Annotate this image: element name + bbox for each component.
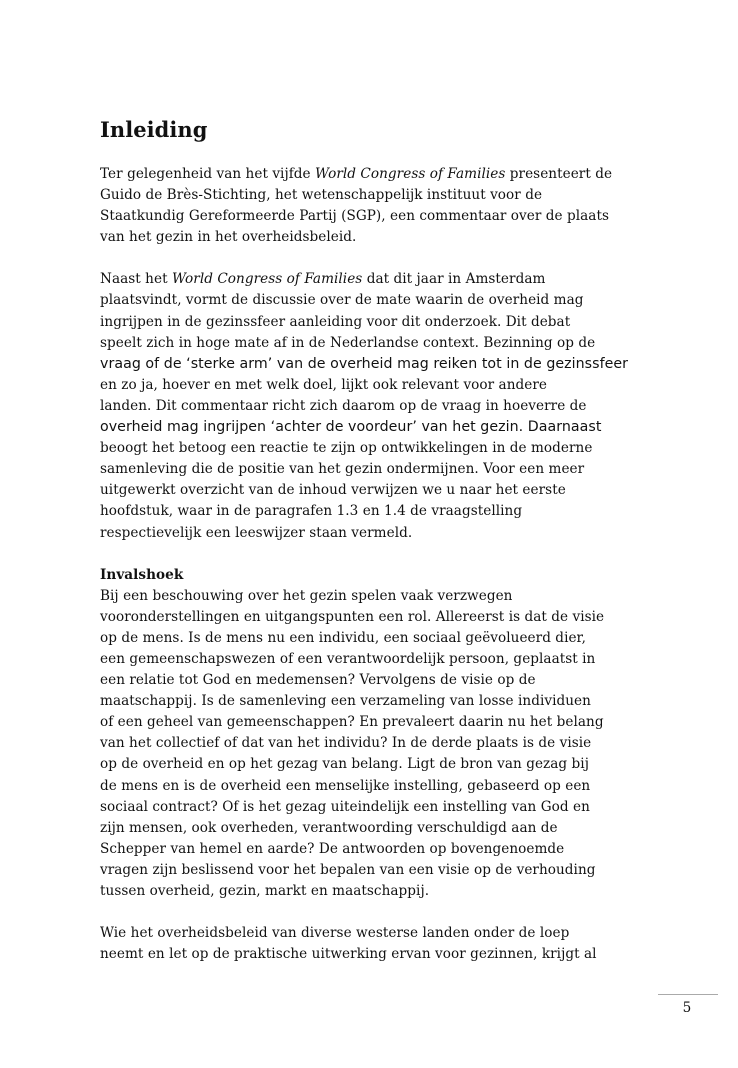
context-paragraph (100, 269, 648, 543)
closing-paragraph (100, 923, 648, 965)
text-run: presenteert de (505, 166, 613, 182)
text-line: Schepper van hemel en aarde? De antwoorden op bovengenoemde (100, 840, 565, 857)
text-line: en zo ja, hoever en met welk doel, lijkt ook relevant voor andere (100, 376, 548, 393)
page-number: 5 (682, 1000, 692, 1016)
text-line: landen. Dit commentaar richt zich daarom op de vraag in hoeverre de (100, 397, 587, 414)
section-heading: Invalshoek (100, 566, 184, 583)
text-line: beoogt het betoog een reactie te zijn op ontwikkelingen in de moderne (100, 440, 593, 457)
text-line: samenleving die de positie van het gezin ondermijnen. Voor een meer (100, 461, 585, 478)
page-title: Inleiding (100, 117, 208, 142)
text-line: een relatie tot God en medemensen? Vervolgens de visie op de (100, 672, 536, 689)
text-line: plaatsvindt, vormt de discussie over de mate waarin de overheid mag (100, 292, 584, 309)
text-line: maatschappij. Is de samenleving een verzameling van losse individuen (100, 693, 591, 710)
text-line: Guido de Brès-Stichting, het wetenschappelijk instituut voor de (100, 187, 543, 204)
text-line: vragen zijn beslissend voor het bepalen van een visie op de verhouding (100, 861, 596, 878)
invalshoek-section (100, 565, 648, 903)
text-line (100, 164, 648, 185)
text-line: de mens en is de overheid een menselijke instelling, gebaseerd op een (100, 777, 591, 794)
text-line: neemt en let op de praktische uitwerking ervan voor gezinnen, krijgt al (100, 946, 597, 963)
text-line: tussen overheid, gezin, markt en maatschappij. (100, 883, 430, 899)
text-line: van het collectief of dat van het individu? In de derde plaats is de visie (100, 735, 592, 752)
text-run: Ter gelegenheid van het vijfde (100, 166, 316, 182)
text-run: Naast het (100, 271, 172, 288)
text-line: overheid mag ingrijpen ‘achter de voordeur’ van het gezin. Daarnaast (100, 419, 602, 436)
text-line (100, 269, 648, 290)
footer-divider (658, 994, 718, 995)
text-line: of een geheel van gemeenschappen? En prevaleert daarin nu het belang (100, 714, 604, 731)
text-line: van het gezin in het overheidsbeleid. (100, 229, 357, 246)
text-line: vooronderstellingen en uitgangspunten een rol. Allereerst is dat de visie (100, 608, 605, 625)
text-line: respectievelijk een leeswijzer staan vermeld. (100, 524, 413, 541)
text-line: ingrijpen in de gezinssfeer aanleiding voor dit onderzoek. Dit debat (100, 313, 571, 330)
text-run: dat dit jaar in Amsterdam (362, 271, 546, 288)
text-line: op de overheid en op het gezag van belang. Ligt de bron van gezag bij (100, 756, 589, 773)
text-line: hoofdstuk, waar in de paragrafen 1.3 en 1.4 de vraagstelling (100, 503, 523, 520)
text-line: uitgewerkt overzicht van de inhoud verwijzen we u naar het eerste (100, 482, 566, 499)
text-line: Staatkundig Gereformeerde Partij (SGP), een commentaar over de plaats (100, 208, 609, 225)
text-line: op de mens. Is de mens nu een individu, een sociaal geëvolueerd dier, (100, 629, 586, 646)
event-name-italic: World Congress of Families (315, 166, 506, 182)
text-line: sociaal contract? Of is het gezag uiteindelijk een instelling van God en (100, 798, 590, 815)
text-line: Wie het overheidsbeleid van diverse westerse landen onder de loep (100, 925, 570, 942)
page-content (100, 116, 648, 986)
event-name-italic: World Congress of Families (171, 271, 363, 288)
text-line: Bij een beschouwing over het gezin spelen vaak verzwegen (100, 587, 513, 604)
text-line: vraag of de ‘sterke arm’ van de overheid mag reiken tot in de gezinssfeer (100, 355, 629, 372)
text-line: een gemeenschapswezen of een verantwoordelijk persoon, geplaatst in (100, 650, 596, 667)
intro-paragraph (100, 164, 648, 248)
text-line: zijn mensen, ook overheden, verantwoording verschuldigd aan de (100, 819, 558, 836)
text-line: speelt zich in hoge mate af in de Nederlandse context. Bezinning op de (100, 334, 596, 351)
